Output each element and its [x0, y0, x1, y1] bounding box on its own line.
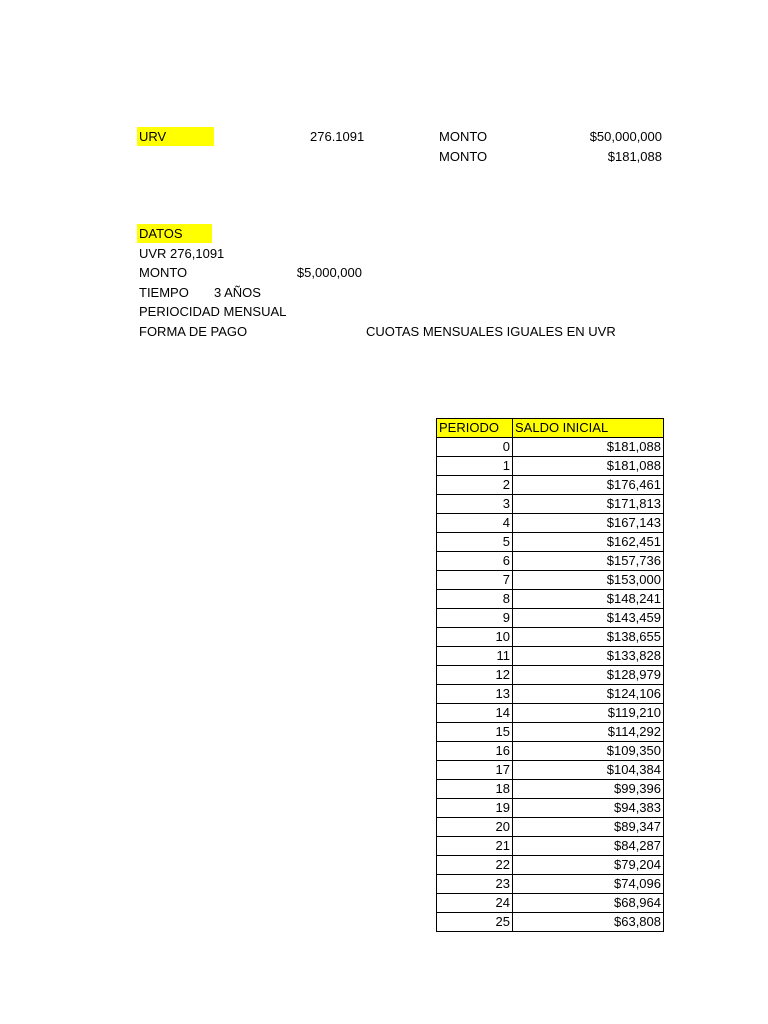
- monto-value-1: $50,000,000: [589, 129, 662, 144]
- table-row: [437, 818, 664, 837]
- monto-label-1: MONTO: [439, 129, 488, 144]
- periodo-cell: 3: [437, 495, 513, 514]
- urv-label: URV: [137, 127, 214, 146]
- forma-pago-label: FORMA DE PAGO: [139, 324, 248, 339]
- periodo-cell: 1: [437, 457, 513, 476]
- periodo-cell: 8: [437, 590, 513, 609]
- table-row: [437, 875, 664, 894]
- header-periodo: PERIODO: [437, 419, 513, 438]
- table-row: [437, 590, 664, 609]
- periodo-cell: 4: [437, 514, 513, 533]
- periodo-cell: 12: [437, 666, 513, 685]
- table-row: [437, 666, 664, 685]
- periodo-cell: 9: [437, 609, 513, 628]
- periodo-cell: 17: [437, 761, 513, 780]
- uvr-line: UVR 276,1091: [139, 246, 225, 261]
- saldo-inicial-cell: $94,383: [513, 799, 664, 818]
- saldo-inicial-cell: $84,287: [513, 837, 664, 856]
- saldo-inicial-cell: $104,384: [513, 761, 664, 780]
- periodo-cell: 11: [437, 647, 513, 666]
- saldo-table-body: [437, 419, 664, 932]
- table-row: [437, 457, 664, 476]
- table-row: [437, 647, 664, 666]
- periodicidad: PERIOCIDAD MENSUAL: [139, 304, 287, 319]
- saldo-inicial-cell: $89,347: [513, 818, 664, 837]
- periodo-cell: 23: [437, 875, 513, 894]
- saldo-inicial-cell: $109,350: [513, 742, 664, 761]
- periodo-cell: 0: [437, 438, 513, 457]
- saldo-inicial-cell: $157,736: [513, 552, 664, 571]
- periodo-cell: 18: [437, 780, 513, 799]
- monto-label-2: MONTO: [439, 149, 488, 164]
- saldo-inicial-cell: $162,451: [513, 533, 664, 552]
- saldo-inicial-cell: $171,813: [513, 495, 664, 514]
- periodo-cell: 6: [437, 552, 513, 571]
- table-row: [437, 552, 664, 571]
- table-row: [437, 723, 664, 742]
- datos-monto-value: $5,000,000: [296, 265, 362, 280]
- periodo-cell: 25: [437, 913, 513, 932]
- table-row: [437, 742, 664, 761]
- table-row: [437, 571, 664, 590]
- table-header-row: [437, 419, 664, 438]
- forma-pago-value: CUOTAS MENSUALES IGUALES EN UVR: [366, 324, 616, 339]
- table-row: [437, 856, 664, 875]
- monto-value-2: $181,088: [607, 149, 662, 164]
- saldo-inicial-cell: $181,088: [513, 438, 664, 457]
- periodo-cell: 16: [437, 742, 513, 761]
- table-row: [437, 514, 664, 533]
- saldo-inicial-cell: $143,459: [513, 609, 664, 628]
- saldo-inicial-cell: $176,461: [513, 476, 664, 495]
- periodo-cell: 7: [437, 571, 513, 590]
- datos-monto-label: MONTO: [139, 265, 188, 280]
- periodo-cell: 15: [437, 723, 513, 742]
- periodo-cell: 22: [437, 856, 513, 875]
- table-row: [437, 495, 664, 514]
- tiempo-label: TIEMPO: [139, 285, 189, 300]
- saldo-inicial-cell: $167,143: [513, 514, 664, 533]
- periodo-cell: 10: [437, 628, 513, 647]
- saldo-inicial-cell: $138,655: [513, 628, 664, 647]
- saldo-inicial-cell: $124,106: [513, 685, 664, 704]
- table-row: [437, 533, 664, 552]
- saldo-inicial-cell: $148,241: [513, 590, 664, 609]
- saldo-inicial-cell: $114,292: [513, 723, 664, 742]
- periodo-cell: 2: [437, 476, 513, 495]
- saldo-inicial-cell: $119,210: [513, 704, 664, 723]
- table-row: [437, 799, 664, 818]
- periodo-cell: 13: [437, 685, 513, 704]
- periodo-cell: 21: [437, 837, 513, 856]
- table-row: [437, 894, 664, 913]
- table-row: [437, 913, 664, 932]
- saldo-inicial-cell: $128,979: [513, 666, 664, 685]
- table-row: [437, 609, 664, 628]
- table-row: [437, 685, 664, 704]
- periodo-cell: 19: [437, 799, 513, 818]
- table-row: [437, 476, 664, 495]
- saldo-inicial-cell: $68,964: [513, 894, 664, 913]
- periodo-cell: 24: [437, 894, 513, 913]
- periodo-cell: 14: [437, 704, 513, 723]
- saldo-inicial-cell: $99,396: [513, 780, 664, 799]
- saldo-inicial-cell: $79,204: [513, 856, 664, 875]
- periodo-cell: 20: [437, 818, 513, 837]
- saldo-table: [436, 418, 664, 932]
- table-row: [437, 761, 664, 780]
- saldo-inicial-cell: $74,096: [513, 875, 664, 894]
- table-row: [437, 837, 664, 856]
- urv-value: 276.1091: [310, 129, 365, 144]
- header-saldo-inicial: SALDO INICIAL: [513, 419, 664, 438]
- table-row: [437, 628, 664, 647]
- saldo-inicial-cell: $133,828: [513, 647, 664, 666]
- tiempo-value: 3 AÑOS: [214, 285, 261, 300]
- saldo-inicial-cell: $153,000: [513, 571, 664, 590]
- saldo-inicial-cell: $181,088: [513, 457, 664, 476]
- saldo-inicial-cell: $63,808: [513, 913, 664, 932]
- table-row: [437, 780, 664, 799]
- table-row: [437, 438, 664, 457]
- table-row: [437, 704, 664, 723]
- datos-heading: DATOS: [137, 224, 212, 243]
- periodo-cell: 5: [437, 533, 513, 552]
